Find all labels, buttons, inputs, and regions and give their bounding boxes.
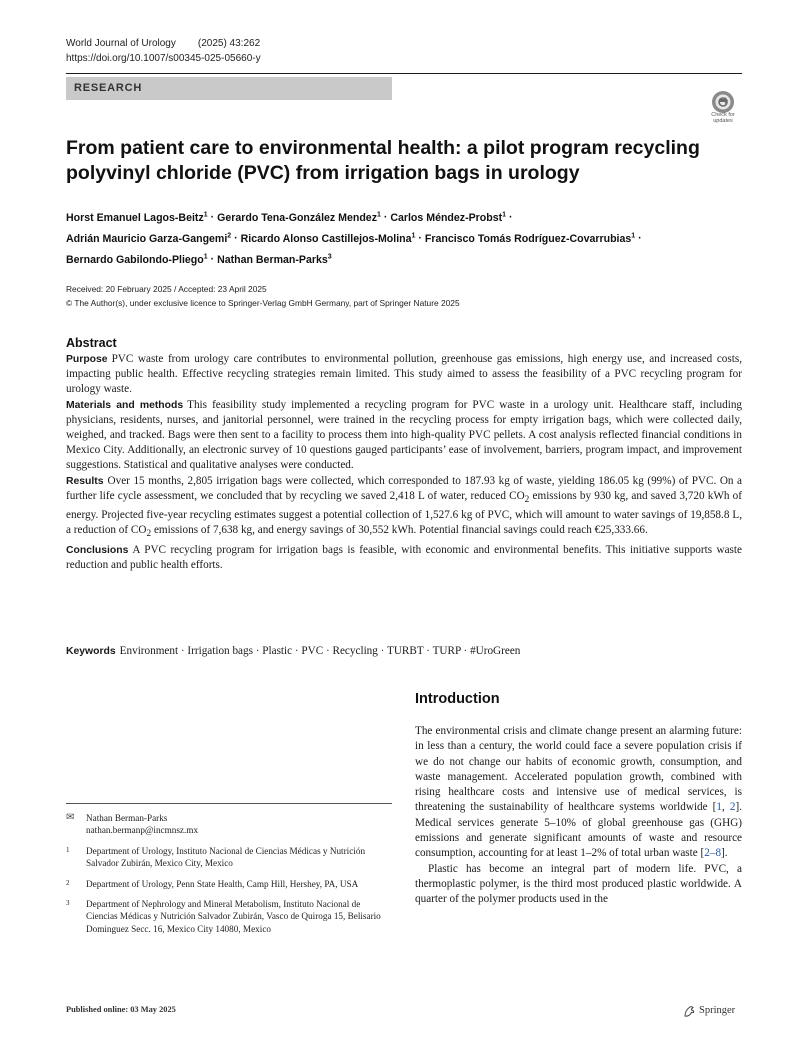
author[interactable]: Francisco Tomás Rodríguez-Covarrubias$^1$ <box>424 232 636 245</box>
badge-line-2: updates <box>713 118 733 124</box>
author[interactable]: Nathan Berman-Parks$^3$ <box>217 253 332 266</box>
footnote-rule <box>66 803 392 804</box>
published-online-date: Published online: 03 May 2025 <box>66 1005 176 1014</box>
affiliation-number: 2 <box>66 878 70 887</box>
affiliation <box>66 845 392 870</box>
author[interactable]: Ricardo Alonso Castillejos-Molina$^1$ <box>240 232 416 245</box>
abstract-purpose <box>66 352 742 398</box>
citation-link[interactable]: 2–8 <box>704 847 722 860</box>
conclusions-label: Conclusions <box>66 544 129 556</box>
journal-line <box>66 38 260 49</box>
keywords-text: Environment · Irrigation bags · Plastic · PVC · Recycling · TURBT · TURP · #UroGreen <box>119 645 521 657</box>
purpose-text: PVC waste from urology care contributes to environmental pollution, greenhouse gas emissions, high energy use, and increased costs, impacting public health. Effective recycling strategies remain limited. This study aimed to assess the feasibility of a PVC recycling program for urology waste. <box>66 353 742 396</box>
results-text-2: emissions by 930 kg, and saved 3,720 kWh of energy. Projected five-year recycling estimates suggest a potential collection of 1,527.6 kg of PVC, which will amount to water savings of 19,858.8 L, a reduction of CO <box>66 489 743 537</box>
author-list: Horst Emanuel Lagos-Beitz$^1$ · Gerardo Tena-González Mendez$^1$ · Carlos Méndez-Probst$^1$ · Adrián Mauricio Garza-Gangemi$^2$ · Ricardo Alonso Castillejos-Molina$^1$ · Francisco Tomás Rodríguez-Covarrubias$^1$ · Bernardo Gabilondo-Pliego$^1$ · Nathan Berman-Parks$^3$ <box>66 211 642 266</box>
results-sub-2: 2 <box>146 529 152 540</box>
affiliation-text: Department of Urology, Instituto Nacional de Ciencias Médicas y Nutrición Salvador Zubirán, Mexico City, Mexico <box>86 845 366 869</box>
article-title: From patient care to environmental health: a pilot program recycling polyvinyl chloride (PVC) from irrigation bags in urology <box>66 137 700 184</box>
affiliation <box>66 878 392 890</box>
purpose-label: Purpose <box>66 354 108 365</box>
journal-name: World Journal of Urology <box>66 38 176 49</box>
abstract-results <box>66 474 742 543</box>
intro-paragraph: Plastic has become an integral part of modern life. PVC, a thermoplastic polymer, is the third most produced plastic worldwide. A quarter of the polymer products used in the <box>415 862 742 906</box>
introduction-body <box>415 724 742 908</box>
author[interactable]: Gerardo Tena-González Mendez$^1$ <box>217 211 381 224</box>
springer-horse-icon <box>682 1004 696 1018</box>
envelope-icon: ✉ <box>66 812 75 823</box>
author[interactable]: Carlos Méndez-Probst$^1$ <box>390 211 507 224</box>
check-for-updates-label <box>696 112 750 124</box>
corresponding-email[interactable]: nathan.bermanp@incmnsz.mx <box>86 825 199 836</box>
affiliation-number: 3 <box>66 899 70 908</box>
doi-link[interactable]: https://doi.org/10.1007/s00345-025-05660-y <box>66 53 261 64</box>
affiliation-number: 1 <box>66 845 70 854</box>
author[interactable]: Adrián Mauricio Garza-Gangemi$^2$ <box>66 232 232 245</box>
badge-line-1: Check for <box>711 112 735 118</box>
footnotes <box>66 812 392 943</box>
affiliation-text: Department of Nephrology and Mineral Metabolism, Instituto Nacional de Ciencias Médicas y Nutrición Salvador Zubirán, Vasco de Quiroga 15, Belisario Dominguez Secc. 16, Mexico City 14080, Mexico <box>86 899 381 934</box>
copyright-notice: © The Author(s), under exclusive licence to Springer-Verlag GmbH Germany, part of Springer Nature 2025 <box>66 298 460 308</box>
methods-text: This feasibility study implemented a recycling program for PVC waste in a urology unit. Healthcare staff, including physicians, residents, nurses, and janitorial personnel, were trained in the recycling process for empty irrigation bags, which were collected daily, weighed, and tracked. Bags were then sent to a facility to process them into high-quality PVC pellets. A cost analysis reflected financial conditions in Mexico City. Additionally, an electronic survey of 10 questions gauged participants’ ease of involvement, barriers, program impact, and improvement suggestions. Statistical and qualitative analyses were conducted. <box>66 398 743 472</box>
introduction-heading: Introduction <box>415 691 500 707</box>
results-sub-1: 2 <box>524 495 530 506</box>
section-label: RESEARCH <box>74 82 143 94</box>
results-text-1: Over 15 months, 2,805 irrigation bags were collected, which corresponded to 187.93 kg of waste, yielding 186.05 kg (99%) of PVC. On a further life cycle assessment, we concluded that by recycling we saved 2,418 L of water, reduced CO <box>66 474 742 502</box>
keywords-label: Keywords <box>66 646 116 657</box>
abstract-body <box>66 352 742 573</box>
corresponding-author: Nathan Berman-Parks <box>86 813 168 823</box>
intro-paragraph: The environmental crisis and climate change present an alarming future: in less than a century, the world could face a severe population crisis if we do not change our habits of economic growth, consumption, and waste management. Accelerated population growth, combined with rising healthcare costs and intensive use of medical services, is threatening the sustainability of healthcare systems worldwide [1, 2]. Medical services generate 5–10% of global greenhouse gas (GHG) emissions and generate significant amounts of waste and resource consumption, accounting for at least 1–2% of total urban waste [2–8]. <box>415 725 743 860</box>
header-rule <box>66 73 742 74</box>
correspondence <box>66 812 392 837</box>
affiliation <box>66 898 392 935</box>
affiliation-text: Department of Urology, Penn State Health, Camp Hill, Hershey, PA, USA <box>86 878 359 889</box>
abstract-conclusions <box>66 543 742 573</box>
conclusions-text: A PVC recycling program for irrigation bags is feasible, with economic and environmental benefits. This initiative supports waste reduction and public health efforts. <box>66 543 742 572</box>
author[interactable]: Bernardo Gabilondo-Pliego$^1$ <box>66 253 208 266</box>
citation-link[interactable]: 1 <box>716 801 723 814</box>
keywords <box>66 645 520 657</box>
publisher-logo-text: Springer <box>699 1005 736 1016</box>
results-label: Results <box>66 475 104 487</box>
abstract-methods <box>66 398 742 474</box>
results-text-3: emissions of 7,638 kg, and energy savings of 30,552 kWh. Potential financial savings could reach €25,333.66. <box>151 524 648 537</box>
methods-label: Materials and methods <box>66 399 184 411</box>
citation-link[interactable]: 2 <box>729 801 736 814</box>
journal-volume: (2025) 43:262 <box>197 38 261 49</box>
received-accepted-dates: Received: 20 February 2025 / Accepted: 23 April 2025 <box>66 284 267 294</box>
author[interactable]: Horst Emanuel Lagos-Beitz$^1$ <box>66 211 208 224</box>
abstract-heading: Abstract <box>66 336 117 350</box>
